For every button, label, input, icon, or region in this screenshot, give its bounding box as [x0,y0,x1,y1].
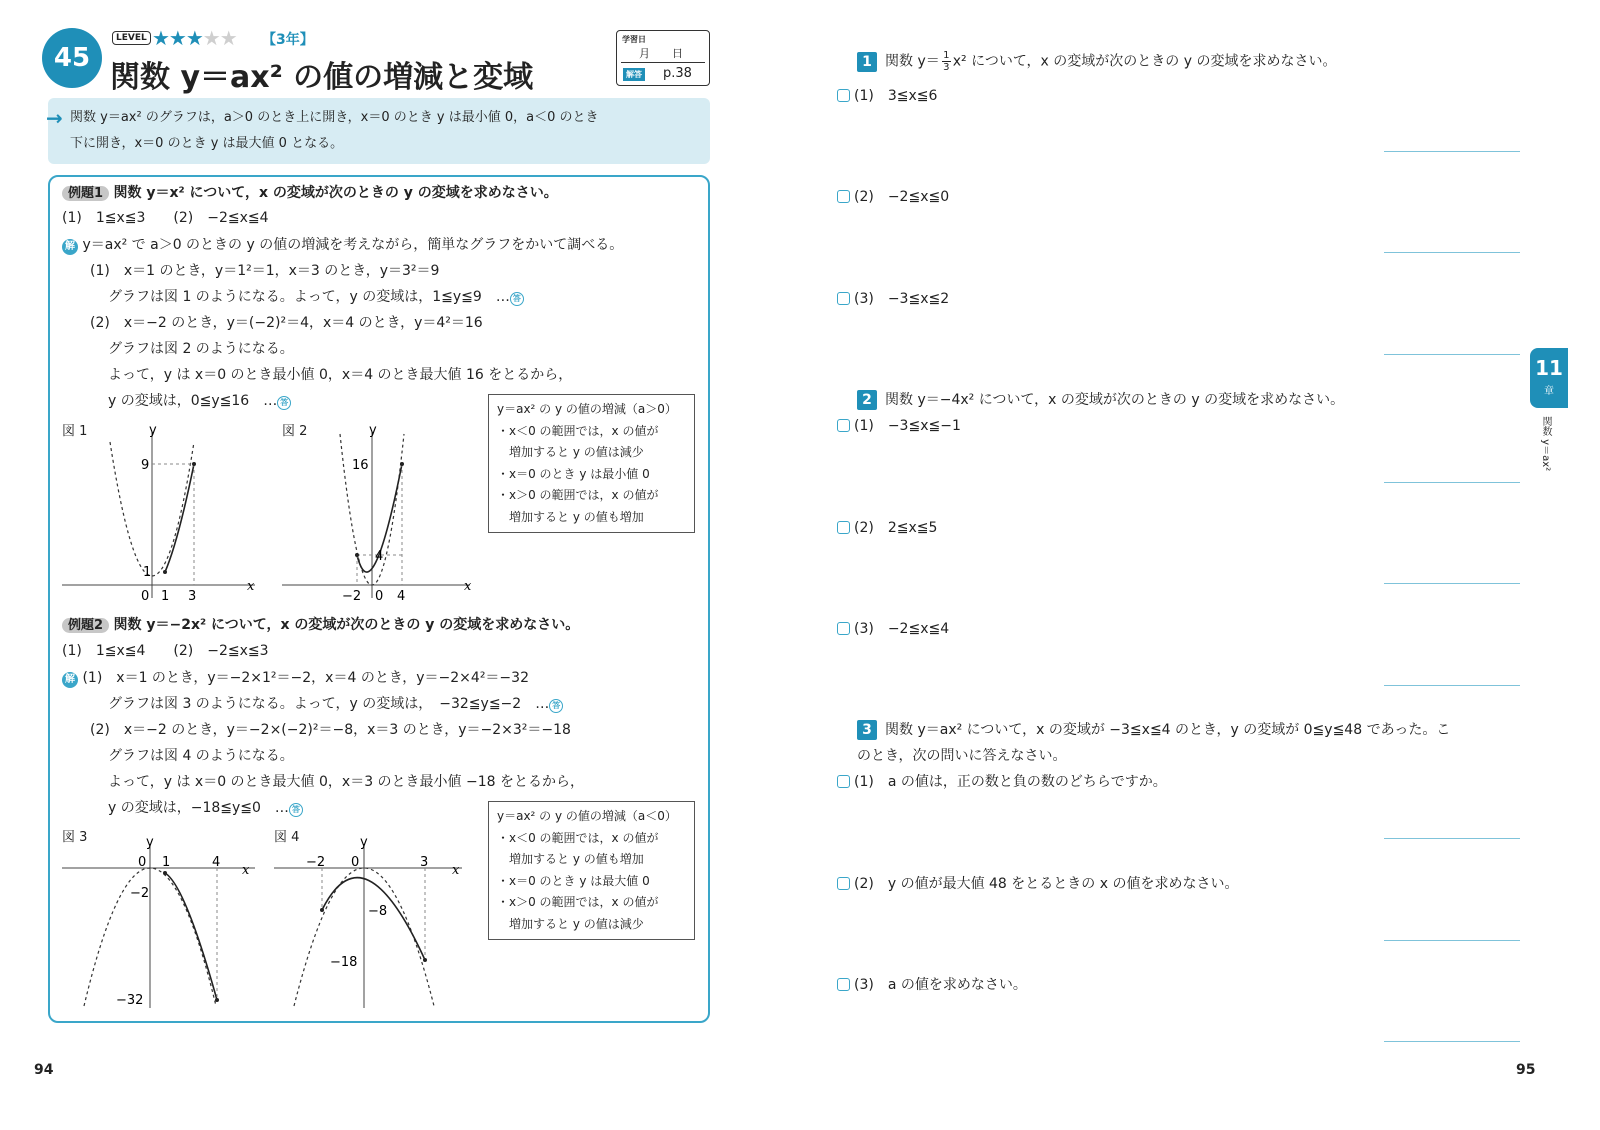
chapter-number: 11 [1535,356,1563,380]
example1-sol-intro-row [62,235,623,255]
x-label: x [464,579,472,594]
answer-line[interactable] [1384,354,1520,355]
tick-minus2: −2 [130,886,150,901]
q1-part2-text: (2) −2≦x≦0 [854,189,950,205]
tick-1: 1 [162,855,171,870]
checkbox[interactable] [837,292,850,305]
example2-tag: 例題2 [62,618,109,633]
q1-part2 [837,187,949,207]
q3-part1-text: (1) a の値は，正の数と負の数のどちらですか。 [854,774,1167,790]
tick-0: 0 [138,855,147,870]
note2-l4: ・x＞0 の範囲では，x の値が [497,895,659,909]
example1-s1a: (1) x＝1 のとき，y＝1²＝1，x＝3 のとき，y＝3²＝9 [90,263,440,279]
figure3-label: 図 3 [62,830,88,845]
tick-4y: 4 [375,549,384,564]
note1-l2: 増加すると y の値は減少 [509,445,644,459]
example2-s2d: y の変域は，−18≦y≦0 … [108,800,289,816]
answer-icon: 答 [289,803,303,817]
example1-s2b: グラフは図 2 のようになる。 [108,341,294,357]
x-label: x [452,863,460,878]
y-label: y [360,835,368,850]
note1-title: y＝ax² の y の値の増減（a＞0） [497,402,677,416]
page-number-left: 94 [34,1062,54,1078]
example1-s2d: y の変域は，0≦y≦16 … [108,393,278,409]
y-label: y [146,835,154,850]
tick-4x: 4 [397,589,406,604]
example2-question: 関数 y＝−2x² について，x の変域が次のときの y の変域を求めなさい。 [113,617,580,633]
checkbox[interactable] [837,419,850,432]
example2-s1b: グラフは図 3 のようになる。よって，y の変域は， −32≦y≦−2 … [108,696,550,712]
endpoint [423,958,427,962]
note-box-a-negative [488,801,695,940]
q3-part2-text: (2) y の値が最大値 48 をとるときの x の値を求めなさい。 [854,876,1239,892]
parabola-solid-segment [165,873,217,1000]
q3-text1: 関数 y＝ax² について，x の変域が −3≦x≦4 のとき，y の変域が 0≦y≦48 であった。こ [885,722,1451,738]
answer-line[interactable] [1384,940,1520,941]
endpoint [320,908,324,912]
x-label: x [242,863,250,878]
example2-s1a-row [62,668,529,688]
stars-filled: ★★★ [152,26,203,50]
checkbox[interactable] [837,622,850,635]
endpoint [192,462,196,466]
q2-text: 関数 y＝−4x² について，x の変域が次のときの y の変域を求めなさい。 [885,392,1345,408]
tick-4: 4 [212,855,221,870]
tick-1x: 1 [161,589,170,604]
example2-s1a: (1) x＝1 のとき，y＝−2×1²＝−2，x＝4 のとき，y＝−2×4²＝−32 [82,670,529,686]
q2-part2-text: (2) 2≦x≦5 [854,520,938,536]
example1-heading [62,183,558,204]
q3-part2 [837,874,1238,894]
example1-s2c: よって，y は x＝0 のとき最小値 0，x＝4 のとき最大値 16 をとるから， [108,367,573,383]
figure4-graph [272,830,472,1010]
q2-heading [857,390,1344,410]
q1-heading [857,50,1336,73]
example1-s2d-row [108,391,291,411]
endpoint [163,871,167,875]
q1-part3-text: (3) −3≦x≦2 [854,291,950,307]
tick-minus2: −2 [342,589,362,604]
figure1-graph [60,420,270,610]
answer-icon: 答 [277,396,291,410]
key-point-line2: 下に開き，x＝0 のとき y は最大値 0 となる。 [70,136,344,151]
example1-question: 関数 y＝x² について，x の変域が次のときの y の変域を求めなさい。 [113,185,558,201]
note-box-a-positive [488,394,695,533]
y-label: y [369,423,377,438]
tick-minus18: −18 [330,955,358,970]
figure2-graph [280,420,480,610]
figure3-graph [60,830,270,1010]
q3-part3 [837,975,1027,995]
q3-number: 3 [857,720,877,740]
answer-line[interactable] [1384,685,1520,686]
answer-line[interactable] [1384,583,1520,584]
solution-icon: 解 [62,239,78,255]
q2-part3 [837,619,949,639]
answer-line[interactable] [1384,252,1520,253]
q2-number: 2 [857,390,877,410]
example1-s1b-row [108,287,524,307]
tick-minus2: −2 [306,855,326,870]
checkbox[interactable] [837,521,850,534]
frac-numerator: 1 [943,50,950,61]
study-date-label: 学習日 [622,35,646,44]
q1-text-b: x² について，x の変域が次のときの y の変域を求めなさい。 [952,53,1337,70]
page-number-right: 95 [1516,1062,1536,1078]
note1-l5: 増加すると y の値も増加 [509,509,644,524]
study-date-box [616,30,710,86]
answer-page: p.38 [663,66,692,81]
q1-text-a: 関数 y＝ [885,53,940,70]
answer-line[interactable] [1384,1041,1520,1042]
tick-3: 3 [188,589,197,604]
q2-part3-text: (3) −2≦x≦4 [854,621,950,637]
level-stars [152,26,237,50]
checkbox[interactable] [837,978,850,991]
arrow-right-icon: → [46,106,63,130]
tick-minus8: −8 [368,904,388,919]
example1-items: (1) 1≦x≦3 (2) −2≦x≦4 [62,210,269,226]
q3-part1 [837,772,1167,792]
endpoint [215,998,219,1002]
key-point-line1: 関数 y＝ax² のグラフは，a＞0 のとき上に開き，x＝0 のとき y は最小値 0，a＜0 のとき [70,110,599,125]
note2-l5: 増加すると y の値は減少 [509,916,644,931]
note2-l1: ・x＜0 の範囲では，x の値が [497,830,659,845]
example1-s2a: (2) x＝−2 のとき，y＝(−2)²＝4，x＝4 のとき，y＝4²＝16 [90,315,483,331]
tick-1y: 1 [143,565,152,580]
q2-part2 [837,518,937,538]
tick-3: 3 [420,855,429,870]
y-label: y [149,423,157,438]
example2-items: (1) 1≦x≦4 (2) −2≦x≦3 [62,643,269,659]
q1-part1-text: (1) 3≦x≦6 [854,88,938,104]
q3-heading [857,720,1450,740]
grade-label: 【3年】 [262,32,314,48]
page-title: 関数 y＝ax² の値の増減と変域 [110,60,534,95]
q1-number: 1 [857,52,877,72]
answer-line[interactable] [1384,838,1520,839]
note2-title: y＝ax² の y の値の増減（a＜0） [497,809,677,823]
solution-icon: 解 [62,672,78,688]
x-label: x [247,579,255,594]
chapter-tab[interactable] [1530,348,1568,408]
example2-s2b: グラフは図 4 のようになる。 [108,748,294,764]
tick-0: 0 [351,855,360,870]
note2-l3: ・x＝0 のとき y は最大値 0 [497,873,650,888]
note2-l2: 増加すると y の値も増加 [509,852,644,866]
tick-9: 9 [141,458,150,473]
example1-sol-intro: y＝ax² で a＞0 のときの y の値の増減を考えながら，簡単なグラフをかいて調べる。 [82,237,624,253]
figure2-label: 図 2 [282,424,308,439]
answer-icon: 答 [549,699,563,713]
checkbox[interactable] [837,190,850,203]
answer-icon: 答 [510,292,524,306]
example2-s2c: よって，y は x＝0 のとき最大値 0，x＝3 のとき最小値 −18 をとるから， [108,774,584,790]
example1-s1b: グラフは図 1 のようになる。よって，y の変域は，1≦y≦9 … [108,289,510,305]
endpoint [400,462,404,466]
lesson-number-badge: 45 [42,28,102,88]
endpoint [355,553,359,557]
q2-part1-text: (1) −3≦x≦−1 [854,418,961,434]
example1-tag: 例題1 [62,186,109,201]
tick-0: 0 [141,589,150,604]
answer-line[interactable] [1384,482,1520,483]
note1-l3: ・x＝0 のとき y は最小値 0 [497,466,650,481]
checkbox[interactable] [837,877,850,890]
checkbox[interactable] [837,775,850,788]
note1-l4: ・x＞0 の範囲では，x の値が [497,488,659,502]
answer-line[interactable] [1384,151,1520,152]
tick-0: 0 [375,589,384,604]
note1-l1: ・x＜0 の範囲では，x の値が [497,423,659,438]
chapter-unit: 章 [1544,386,1554,397]
endpoint [163,570,167,574]
q1-fraction [942,50,951,73]
q1-part1 [837,86,937,106]
divider [621,62,705,63]
checkbox[interactable] [837,89,850,102]
q1-part3 [837,289,949,309]
tick-16: 16 [352,458,369,473]
q2-part1 [837,416,961,436]
tick-minus32: −32 [116,993,144,1008]
level-tag: LEVEL [112,31,151,45]
stars-empty: ★★ [202,26,237,50]
chapter-side-title: 関数 y＝ax² [1540,416,1551,472]
figure1-label: 図 1 [62,424,88,439]
figure4-label: 図 4 [274,830,300,845]
frac-denominator: 3 [943,62,950,73]
month-day: 月 日 [639,47,683,60]
example2-s2d-row [108,798,303,818]
answer-label: 解答 [623,68,645,81]
example2-s1b-row [108,694,563,714]
q3-text2: のとき，次の問いに答えなさい。 [857,748,1067,764]
q3-part3-text: (3) a の値を求めなさい。 [854,977,1027,993]
example2-heading [62,615,579,636]
example2-s2a: (2) x＝−2 のとき，y＝−2×(−2)²＝−8，x＝3 のとき，y＝−2×3²＝−18 [90,722,571,738]
